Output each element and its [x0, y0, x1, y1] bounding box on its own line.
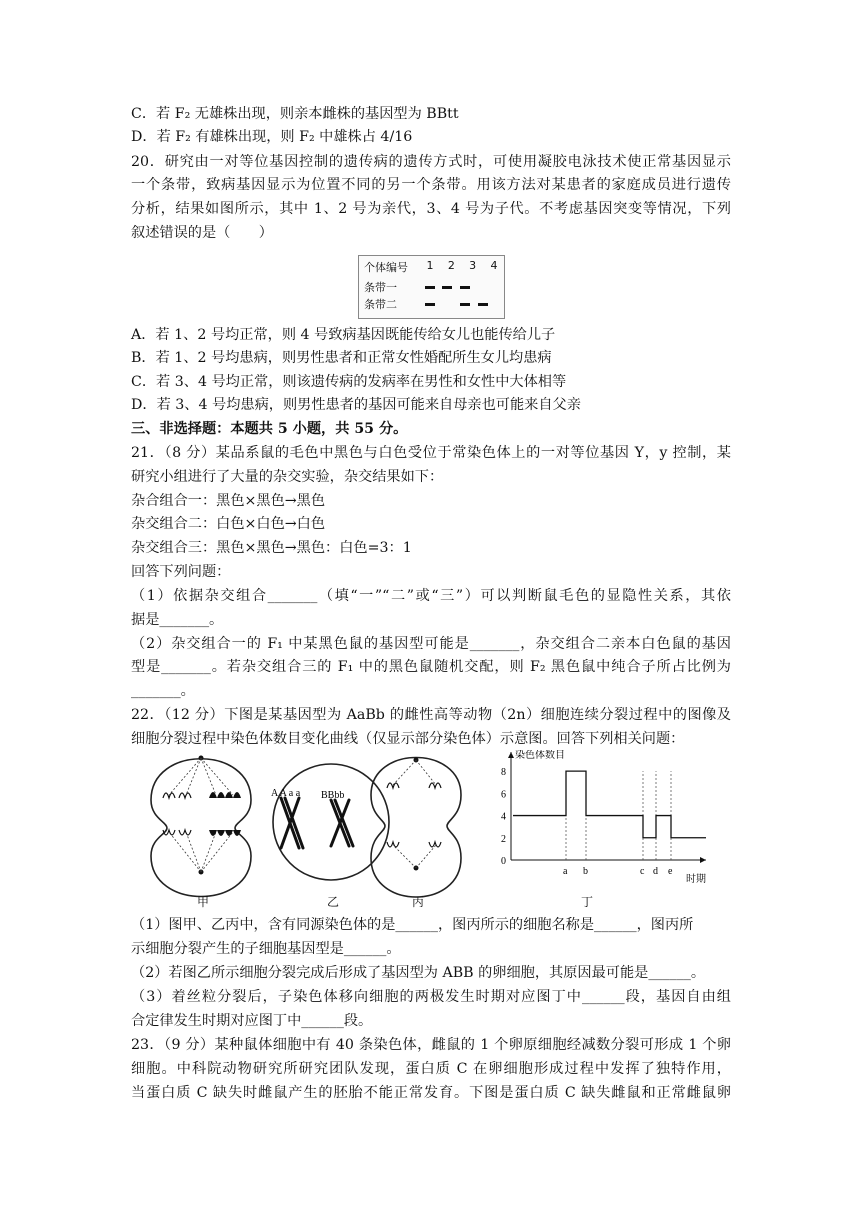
label-ding: 丁	[581, 895, 594, 909]
y-tick-2: 2	[501, 833, 506, 845]
electrophoresis-figure	[358, 255, 505, 319]
band-row-1-label: 条带一	[364, 281, 397, 294]
q21-part2-c: _______。	[131, 683, 195, 699]
individual-1: 1	[426, 259, 434, 272]
x-tick-d: d	[653, 866, 658, 877]
x-tick-b: b	[583, 866, 588, 877]
q22-stem-1: 22．（12 分）下图是某基因型为 AaBb 的雌性高等动物（2n）细胞连续分裂过程中的图像及	[131, 707, 731, 723]
q20-stem-3: 分析，结果如图所示，其中 1、2 号为亲代，3、4 号为子代。不考虑基因突变等情况，下列	[131, 201, 731, 217]
q21-stem-2: 研究小组进行了大量的杂交实验，杂交结果如下：	[131, 469, 444, 485]
q22-part1-a: （1）图甲、乙丙中，含有同源染色体的是______，图丙所示的细胞名称是______，图丙所	[131, 917, 694, 933]
label-yi: 乙	[327, 895, 340, 909]
band-header: 个体编号	[364, 261, 408, 274]
label-bing: 丙	[412, 895, 425, 909]
cell-jia	[151, 756, 251, 897]
q23-stem-2: 细胞。中科院动物研究所研究团队发现，蛋白质 C 在卵细胞形成过程中发挥了独特作用，	[131, 1061, 731, 1077]
yi-gene-label-right: BBbb	[321, 790, 345, 801]
y-axis-arrow	[508, 752, 514, 758]
x-tick-a: a	[563, 866, 568, 877]
q23-stem-1: 23．（9 分）某种鼠体细胞中有 40 条染色体，雌鼠的 1 个卵原细胞经减数分裂可形成 1 个卵	[131, 1037, 731, 1053]
q20-stem-1: 20．研究由一对等位基因控制的遗传病的遗传方式时，可使用凝胶电泳技术使正常基因显示	[131, 154, 731, 170]
band-row1-ind2	[442, 286, 452, 289]
individual-2: 2	[447, 259, 455, 272]
q21-stem-1: 21．（8 分）某品系鼠的毛色中黑色与白色受位于常染色体上的一对等位基因 Y，y 控制，某	[131, 445, 731, 461]
option-19c: C．若 F₂ 无雄株出现，则亲本雌株的基因型为 BBtt	[131, 106, 459, 122]
yi-gene-label-left: A A a a	[271, 788, 301, 799]
band-row2-ind3	[460, 303, 470, 306]
chromosome-count-chart	[501, 750, 706, 885]
band-row1-ind1	[425, 286, 435, 289]
y-axis-label: 染色体数目	[515, 750, 565, 761]
q20-option-a: A．若 1、2 号均正常，则 4 号致病基因既能传给女儿也能传给儿子	[131, 327, 556, 343]
band-row-2-label: 条带二	[364, 298, 397, 311]
q21-part1-b: 据是_______。	[131, 612, 224, 628]
y-tick-0: 0	[501, 856, 506, 867]
q20-option-b: B．若 1、2 号均患病，则男性患者和正常女性婚配所生女儿均患病	[131, 350, 552, 366]
band-row2-ind1	[425, 303, 435, 306]
option-19d: D．若 F₂ 有雄株出现，则 F₂ 中雄株占 4/16	[131, 129, 413, 145]
q20-stem-2: 一个条带，致病基因显示为位置不同的另一个条带。用该方法对某患者的家庭成员进行遗传	[131, 177, 731, 193]
q20-option-c: C．若 3、4 号均正常，则该遗传病的发病率在男性和女性中大体相等	[131, 374, 567, 390]
q23-stem-3: 当蛋白质 C 缺失时雌鼠产生的胚胎不能正常发育。下图是蛋白质 C 缺失雌鼠和正常雌鼠卵	[131, 1085, 731, 1101]
q20-stem-4: 叙述错误的是（ ）	[131, 225, 273, 241]
cross-3: 杂交组合三：黑色×黑色→黑色：白色=3：1	[131, 540, 412, 556]
cell-division-figure	[131, 750, 731, 910]
x-tick-c: c	[640, 866, 645, 877]
band-row1-ind3	[460, 286, 470, 289]
cell-bing	[371, 758, 461, 898]
q21-part2-b: 型是_______。若杂交组合三的 F₁ 中的黑色鼠随机交配，则 F₂ 黑色鼠中纯合子所占比例为	[131, 659, 731, 675]
q20-option-d: D．若 3、4 号均患病，则男性患者的基因可能来自母亲也可能来自父亲	[131, 397, 581, 413]
x-axis-label: 时期	[686, 874, 706, 885]
y-tick-4: 4	[501, 811, 506, 823]
q22-stem-2: 细胞分裂过程中染色体数目变化曲线（仅显示部分染色体）示意图。回答下列相关问题：	[131, 731, 685, 747]
q22-part2: （2）若图乙所示细胞分裂完成后形成了基因型为 ABB 的卵细胞，其原因最可能是______。	[131, 965, 706, 981]
cross-1: 杂合组合一：黑色×黑色→黑色	[131, 493, 326, 509]
q21-part1-a: （1）依据杂交组合_______（填“一”“二”或“三”）可以判断鼠毛色的显隐性关系，其依	[131, 588, 731, 604]
label-jia: 甲	[197, 895, 210, 909]
x-axis-arrow	[700, 857, 706, 863]
individual-4: 4	[490, 259, 498, 272]
q21-instruction: 回答下列问题：	[131, 564, 231, 580]
q22-part1-b: 示细胞分裂产生的子细胞基因型是______。	[131, 941, 401, 957]
cross-2: 杂交组合二：白色×白色→白色	[131, 516, 326, 532]
band-row2-ind4	[478, 303, 488, 306]
q22-part3-b: 合定律发生时期对应图丁中______段。	[131, 1013, 373, 1029]
x-tick-e: e	[668, 866, 673, 877]
section-three-heading: 三、非选择题：本题共 5 小题，共 55 分。	[131, 421, 408, 437]
chromosome-count-line	[513, 771, 706, 838]
q21-part2-a: （2）杂交组合一的 F₁ 中某黑色鼠的基因型可能是_______，杂交组合二亲本白色鼠的基因	[131, 636, 731, 652]
y-tick-8: 8	[501, 767, 506, 779]
individual-3: 3	[469, 259, 477, 272]
individual-numbers	[422, 259, 502, 272]
q22-part3-a: （3）着丝粒分裂后，子染色体移向细胞的两极发生时期对应图丁中______段，基因自由组	[131, 989, 731, 1005]
y-tick-6: 6	[501, 789, 506, 801]
